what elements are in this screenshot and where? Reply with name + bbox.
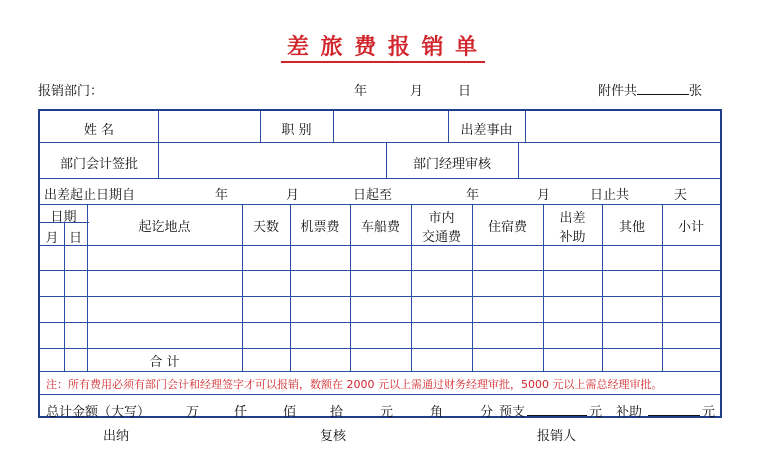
col-date: 日期 <box>50 210 77 225</box>
attach-unit: 张 <box>689 84 703 99</box>
amount-jiao: 角 <box>430 405 444 420</box>
subsidy-label: 补助 <box>616 405 643 420</box>
amount-qian: 仟 <box>234 405 248 420</box>
col-boat-train: 车船费 <box>360 220 400 235</box>
col-city-transport-1: 市内 <box>428 211 455 226</box>
col-allowance-2: 补助 <box>559 230 586 245</box>
mgr-review-label: 部门经理审核 <box>412 157 491 172</box>
attach-label: 附件共 <box>598 84 638 99</box>
col-month: 月 <box>45 231 59 246</box>
attachments-field[interactable] <box>598 80 702 99</box>
expense-form <box>38 109 722 418</box>
trip-year2: 年 <box>466 188 480 203</box>
trip-day2: 日止共 <box>590 188 630 203</box>
mgr-review-field[interactable] <box>519 144 718 177</box>
amount-label: 总计金额（大写） <box>46 405 151 420</box>
amount-shi: 拾 <box>330 405 344 420</box>
subsidy-blank[interactable] <box>648 401 700 416</box>
col-day: 日 <box>68 231 82 246</box>
header-month: 月 <box>410 84 424 99</box>
advance-blank[interactable] <box>527 401 587 416</box>
advance-unit: 元 <box>589 405 603 420</box>
trip-month2: 月 <box>537 188 551 203</box>
amount-bai: 佰 <box>283 405 297 420</box>
name-field[interactable] <box>159 113 259 141</box>
header-day: 日 <box>458 84 472 99</box>
col-lodging: 住宿费 <box>487 220 527 235</box>
trip-start-label: 出差起止日期自 <box>44 188 136 203</box>
amount-fen: 分 <box>480 405 494 420</box>
col-subtotal: 小计 <box>677 220 704 235</box>
cashier-label: 出纳 <box>103 429 130 444</box>
advance-label: 预支 <box>499 405 526 420</box>
col-days: 天数 <box>252 220 279 235</box>
col-airfare: 机票费 <box>300 220 340 235</box>
col-other: 其他 <box>618 220 645 235</box>
acct-sign-field[interactable] <box>159 144 385 177</box>
reason-field[interactable] <box>526 113 718 141</box>
trip-month1: 月 <box>286 188 300 203</box>
review-label: 复核 <box>320 429 347 444</box>
amount-yuan: 元 <box>380 405 394 420</box>
col-allowance-1: 出差 <box>559 211 586 226</box>
header-year: 年 <box>354 84 368 99</box>
position-field[interactable] <box>334 113 447 141</box>
reason-label: 出差事由 <box>460 123 513 138</box>
name-label: 姓 名 <box>83 123 115 138</box>
col-route: 起讫地点 <box>138 220 191 235</box>
claimant-label: 报销人 <box>537 429 577 444</box>
approval-note: 注：所有费用必须有部门会计和经理签字才可以报销，数额在 2000 元以上需通过财务经理审批，5000 元以上需总经理审批。 <box>46 378 663 391</box>
subsidy-unit: 元 <box>702 405 716 420</box>
trip-year1: 年 <box>215 188 229 203</box>
position-label: 职 别 <box>281 123 312 138</box>
col-city-transport-2: 交通费 <box>421 230 461 245</box>
trip-days: 天 <box>674 188 688 203</box>
dept-label: 报销部门： <box>38 84 104 99</box>
trip-day1: 日起至 <box>353 188 393 203</box>
attach-count-blank[interactable] <box>637 82 689 95</box>
amount-wan: 万 <box>186 405 200 420</box>
total-row-label: 合 计 <box>149 355 180 370</box>
form-title: 差 旅 费 报 销 单 <box>0 30 766 61</box>
acct-sign-label: 部门会计签批 <box>59 157 138 172</box>
